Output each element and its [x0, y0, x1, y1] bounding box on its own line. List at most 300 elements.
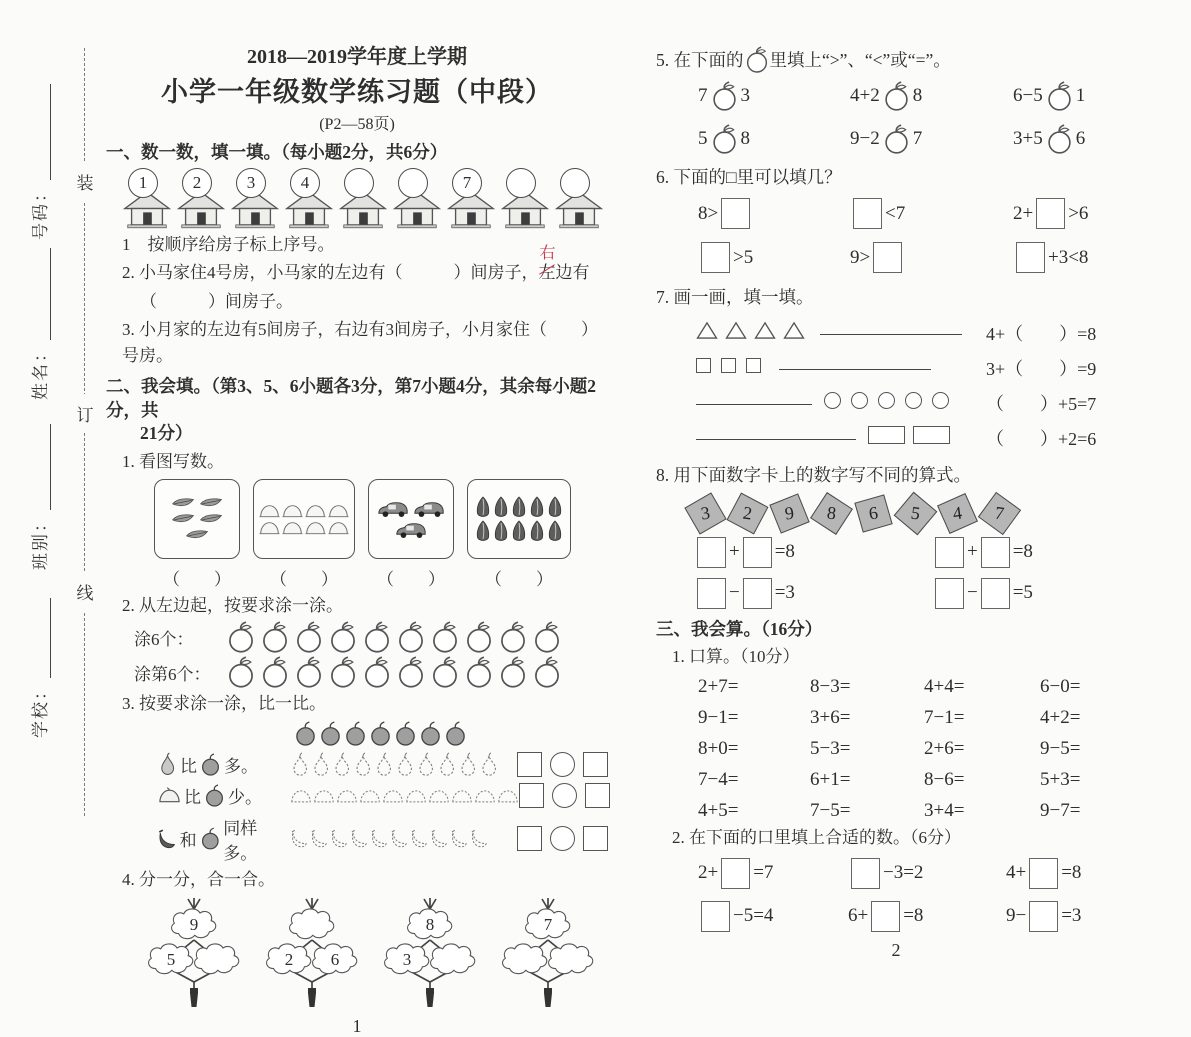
- house-number-circle: [560, 168, 590, 198]
- answer-square: [517, 826, 542, 851]
- pear-dotted-icon: [332, 752, 352, 777]
- triangle-shapes: [696, 321, 812, 345]
- s1-question-2-line2: （ ）间房子。: [140, 291, 293, 311]
- cabbage-icon: [493, 496, 509, 518]
- number-cloud-left: 2: [261, 942, 317, 978]
- binding-char-zhuang: 装: [75, 162, 95, 201]
- compare-label: [158, 783, 290, 808]
- apple-filled-icon: [444, 721, 467, 746]
- apple-filled-icon: [200, 827, 221, 850]
- pear-icon: [158, 752, 177, 776]
- draw-line-blank: [820, 331, 962, 335]
- q5-heading-post: 里填上“>”、“<”或“=”。: [769, 50, 951, 70]
- answer-square: [519, 783, 544, 808]
- oral-calc-cell: 4+2=: [1040, 706, 1081, 728]
- banana-dotted-icon: [430, 829, 449, 848]
- cabbage-icon: [529, 520, 545, 542]
- fill-number-grid: [698, 858, 1136, 932]
- banana-dotted-icon: [450, 829, 469, 848]
- oral-calc-cell: 4+4=: [924, 675, 965, 697]
- oral-calc-cell: 5+3=: [1040, 768, 1081, 790]
- peach-dotted-icon: [497, 787, 519, 804]
- answer-shapes: [519, 783, 610, 808]
- square-icon: [746, 358, 761, 373]
- leaf-icon: [198, 512, 224, 526]
- apple-outline-icon: [430, 656, 460, 688]
- house-number-circle: 2: [182, 168, 212, 198]
- s1-q2-text-end: 边有: [555, 263, 590, 283]
- answer-box: [701, 901, 730, 932]
- inequality-item: 2+ >6: [1013, 198, 1136, 229]
- compare-text: 同样多。: [223, 818, 258, 863]
- triangle-icon: [696, 321, 718, 340]
- number-card: 6: [854, 494, 892, 532]
- equation: （ ）+5=7: [986, 393, 1097, 414]
- compare-text: 少。: [228, 787, 262, 807]
- square-icon: [696, 358, 711, 373]
- oral-calc-cell: 9−1=: [698, 706, 739, 728]
- house: [120, 168, 174, 229]
- oral-calc-cell: 8−3=: [810, 675, 851, 697]
- oral-calc-cell: 8−6=: [924, 768, 965, 790]
- class-field: [26, 424, 51, 570]
- inequality-item: 9>: [850, 242, 1013, 273]
- oral-calc-cell: 7−5=: [810, 799, 851, 821]
- peach-icon: [305, 520, 326, 535]
- compare-label: [158, 814, 290, 864]
- apple-outline-icon: [498, 621, 528, 653]
- picture-column-cars: [368, 479, 454, 590]
- number-cloud-top: 9: [166, 907, 222, 943]
- draw-line-blank: [779, 366, 931, 370]
- answer-square: [585, 783, 610, 808]
- banana-dotted-icon: [350, 829, 369, 848]
- s2-q3-label: 3. 按要求涂一涂，比一比。: [122, 694, 326, 713]
- number-card: 7: [978, 492, 1021, 535]
- number-cloud-top: [284, 907, 340, 943]
- circle-icon: [905, 392, 922, 409]
- apple-outline-icon: [464, 621, 494, 653]
- circle-icon: [878, 392, 895, 409]
- inequality-item: 8>: [698, 198, 850, 229]
- apple-outline-icon: [226, 656, 256, 688]
- apple-outline-icon: [744, 46, 770, 73]
- apple-outline-icon: [260, 656, 290, 688]
- answer-circle: [550, 752, 575, 777]
- oral-calc-cell: 8+0=: [698, 737, 739, 759]
- paint-row-1: [134, 621, 608, 653]
- rectangle-icon: [913, 426, 950, 444]
- fill-equation: 6+ =8: [848, 901, 1006, 932]
- number-card: 9: [769, 493, 809, 533]
- apple-outline-icon: [362, 656, 392, 688]
- s2-q1-label: 1. 看图写数。: [122, 452, 224, 471]
- number-card: 3: [684, 492, 726, 534]
- oral-calc-cell: 5−3=: [810, 737, 851, 759]
- circle-icon: [932, 392, 949, 409]
- q8-heading: 8. 用下面数字卡上的数字写不同的算式。: [656, 464, 971, 485]
- answer-circle: [552, 783, 577, 808]
- banana-dotted-icon: [290, 829, 309, 848]
- house-number-circle: [344, 168, 374, 198]
- apple-outline-icon: [1045, 124, 1074, 154]
- answer-box: [873, 242, 902, 273]
- house-number-circle: [506, 168, 536, 198]
- banana-outline-row: [290, 829, 489, 848]
- q7-row-circles: [696, 390, 1136, 416]
- s1-question-1: 1 按顺序给房子标上序号。: [122, 234, 335, 254]
- q6-heading: 6. 下面的□里可以填几？: [656, 167, 842, 187]
- answer-shapes: [517, 752, 608, 777]
- pear-dotted-icon: [290, 752, 310, 777]
- rectangle-icon: [868, 426, 905, 444]
- house: [228, 168, 282, 229]
- class-blank: [33, 424, 51, 510]
- q8-equations: [694, 537, 1136, 609]
- number-cloud-right: 6: [307, 942, 363, 978]
- apple-outline-icon: [464, 656, 494, 688]
- apple-outline-icon: [328, 621, 358, 653]
- answer-box: [871, 901, 900, 932]
- apple-filled-icon: [204, 784, 225, 807]
- section-2-heading-line2: 21分）: [140, 423, 193, 444]
- apple-filled-icon: [319, 721, 342, 746]
- pear-dotted-icon: [395, 752, 415, 777]
- cabbage-icon: [475, 520, 491, 542]
- answer-circle: [550, 826, 575, 851]
- compare-item: 9−2 7: [850, 124, 1013, 154]
- fill-equation: 9− =3: [1006, 901, 1136, 932]
- peach-icon: [259, 503, 280, 518]
- q7-heading: 7. 画一画，填一填。: [656, 287, 814, 308]
- apple-outline-icon: [882, 81, 911, 111]
- compare-row-banana: [158, 814, 608, 864]
- student-number-blank: [33, 84, 51, 180]
- number-cloud-right: [425, 942, 481, 978]
- inequality-item: +3<8: [1013, 242, 1136, 273]
- apple-outline-icon: [362, 621, 392, 653]
- q5-heading-pre: 5. 在下面的: [656, 50, 744, 70]
- compare-text: 多。: [224, 756, 258, 776]
- fill-equation: 2+ =7: [698, 858, 848, 889]
- fill-equation: −5=4: [698, 901, 848, 932]
- house: [282, 168, 336, 229]
- compare-label: [158, 752, 290, 777]
- answer-box: [697, 537, 726, 568]
- pear-dotted-icon: [479, 752, 499, 777]
- q6-grid: [698, 198, 1136, 273]
- house-number-circle: [398, 168, 428, 198]
- compare-row-pear: [158, 752, 608, 777]
- houses-row: [120, 168, 608, 229]
- answer-box: [853, 198, 882, 229]
- house-number-circle: 3: [236, 168, 266, 198]
- s2-q4-label: 4. 分一分，合一合。: [122, 869, 275, 889]
- pear-dotted-icon: [311, 752, 331, 777]
- leaf-icon: [198, 496, 224, 510]
- answer-box: [1029, 858, 1058, 889]
- answer-box: [721, 858, 750, 889]
- compare-item: 5 8: [698, 124, 850, 154]
- apple-outline-icon: [532, 621, 562, 653]
- draw-line-blank: [696, 401, 812, 405]
- cabbages-box: [467, 479, 571, 559]
- q5-heading: [656, 46, 1136, 73]
- answer-box: [697, 578, 726, 609]
- peach-dotted-icon: [336, 787, 358, 804]
- page-1: [106, 40, 608, 1037]
- s3-q2-label: 2. 在下面的口里填上合适的数。（6分）: [672, 827, 961, 847]
- binding-char-xian: 线: [75, 572, 95, 611]
- s1-q2-text: 2. 小马家住4号房，小马家的左边有（ ）间房子，: [122, 263, 539, 283]
- page-number: 2: [891, 940, 901, 961]
- rectangle-shapes: [868, 426, 958, 449]
- banana-dotted-icon: [410, 829, 429, 848]
- apple-filled-icon: [344, 721, 367, 746]
- apple-outline-icon: [710, 124, 739, 154]
- oral-calc-cell: 6+1=: [810, 768, 851, 790]
- circle-icon: [824, 392, 841, 409]
- inequality-item: >5: [698, 242, 850, 273]
- answer-parens: （ ）: [485, 569, 553, 589]
- number-card: 8: [810, 492, 853, 535]
- apple-filled-icon: [394, 721, 417, 746]
- square-icon: [721, 358, 736, 373]
- picture-column-leaves: [154, 479, 240, 590]
- number-cloud-top: 7: [520, 907, 576, 943]
- answer-square: [583, 752, 608, 777]
- peach-dotted-icon: [359, 787, 381, 804]
- inequality-item: <7: [850, 198, 1013, 229]
- apple-filled-icon: [419, 721, 442, 746]
- square-shapes: [696, 358, 771, 378]
- compare-item: 3+5 6: [1013, 124, 1136, 154]
- oral-calc-grid: [698, 676, 1136, 822]
- pear-dotted-icon: [437, 752, 457, 777]
- cabbage-icon: [511, 496, 527, 518]
- answer-box: [935, 578, 964, 609]
- equation: （ ）+2=6: [986, 428, 1097, 449]
- answer-box: [701, 242, 730, 273]
- school-label: 学校：: [31, 681, 50, 738]
- answer-shapes: [517, 826, 608, 851]
- peach-dotted-icon: [451, 787, 473, 804]
- leaf-icon: [170, 512, 196, 526]
- peach-icon: [259, 520, 280, 535]
- number-card: 4: [937, 493, 978, 534]
- answer-square: [517, 752, 542, 777]
- answer-box: [935, 537, 964, 568]
- triangle-icon: [754, 321, 776, 340]
- school-field: [26, 598, 51, 738]
- binding-char-ding: 订: [75, 394, 95, 433]
- apple-outline-icon: [294, 621, 324, 653]
- answer-box: [1036, 198, 1065, 229]
- apple-filled-icon: [369, 721, 392, 746]
- peach-dotted-icon: [405, 787, 427, 804]
- compare-text: 比: [184, 787, 201, 807]
- pear-dotted-icon: [374, 752, 394, 777]
- apple-filled-icon: [294, 721, 317, 746]
- number-bond: [146, 896, 242, 1008]
- apple-outline-icon: [710, 81, 739, 111]
- banana-icon: [158, 829, 177, 849]
- red-correction-char: 右: [539, 243, 556, 263]
- student-number-label: 号码：: [31, 183, 50, 240]
- number-cloud-right: [189, 942, 245, 978]
- oral-calc-cell: 2+6=: [924, 737, 965, 759]
- answer-box: [743, 537, 772, 568]
- equation: 3+（ ）=9: [986, 358, 1097, 379]
- apple-row: [226, 656, 562, 688]
- triangle-icon: [783, 321, 805, 340]
- banana-dotted-icon: [390, 829, 409, 848]
- q5-grid: [698, 81, 1136, 154]
- banana-dotted-icon: [470, 829, 489, 848]
- corrected-char: 左: [539, 260, 556, 286]
- answer-box: [1029, 901, 1058, 932]
- circle-shapes: [824, 392, 959, 414]
- s3-q1-label: 1. 口算。（10分）: [672, 647, 800, 667]
- apple-filled-icon: [200, 753, 221, 776]
- section-2-heading-line1: 二、我会填。（第3、5、6小题各3分，第7小题4分，其余每小题2分，共: [106, 376, 596, 420]
- house: [174, 168, 228, 229]
- peach-outline-row: [290, 787, 519, 804]
- house-number-circle: 4: [290, 168, 320, 198]
- number-bond: [382, 896, 478, 1008]
- number-cloud-left: 3: [379, 942, 435, 978]
- page-range: (P2—58页): [319, 116, 395, 133]
- oral-calc-cell: 2+7=: [698, 675, 739, 697]
- oral-calc-cell: 9−7=: [1040, 799, 1081, 821]
- pear-dotted-icon: [416, 752, 436, 777]
- number-bond-row: [146, 896, 608, 1008]
- number-card: 5: [894, 491, 938, 535]
- apple-outline-icon: [430, 621, 460, 653]
- section-3-heading: 三、我会算。（16分）: [656, 618, 823, 639]
- q7-row-squares: [696, 355, 1136, 381]
- count-picture-row: [154, 479, 608, 590]
- oral-calc-cell: 7−1=: [924, 706, 965, 728]
- peaches-box: [253, 479, 355, 559]
- house: [498, 168, 552, 229]
- oral-calc-cell: 3+4=: [924, 799, 965, 821]
- apple-outline-icon: [396, 656, 426, 688]
- banana-dotted-icon: [330, 829, 349, 848]
- compare-row-peach: [158, 783, 608, 808]
- house-number-circle: 7: [452, 168, 482, 198]
- card-equation: − =3: [694, 578, 932, 609]
- card-equation: + =8: [932, 537, 1136, 568]
- term-line: 2018—2019学年度上学期: [247, 46, 467, 68]
- apple-outline-icon: [498, 656, 528, 688]
- leaves-box: [154, 479, 240, 559]
- oral-calc-cell: 4+5=: [698, 799, 739, 821]
- banana-dotted-icon: [310, 829, 329, 848]
- paint-prompt: 涂6个：: [134, 629, 194, 649]
- house: [552, 168, 606, 229]
- peach-dotted-icon: [290, 787, 312, 804]
- answer-box: [743, 578, 772, 609]
- cabbage-icon: [511, 520, 527, 542]
- number-cloud-right: [543, 942, 599, 978]
- compare-item: 7 3: [698, 81, 850, 111]
- fill-equation: 4+ =8: [1006, 858, 1136, 889]
- house: [336, 168, 390, 229]
- oral-calc-cell: 9−5=: [1040, 737, 1081, 759]
- s1-question-3: 3. 小月家的左边有5间房子，右边有3间房子，小月家住（ ）号房。: [122, 320, 598, 365]
- oral-calc-cell: 7−4=: [698, 768, 739, 790]
- number-bond: [264, 896, 360, 1008]
- number-cloud-top: 8: [402, 907, 458, 943]
- card-equation: − =5: [932, 578, 1136, 609]
- answer-box: [851, 858, 880, 889]
- s2-q2-label: 2. 从左边起，按要求涂一涂。: [122, 595, 343, 615]
- cabbage-icon: [547, 496, 563, 518]
- section-1-heading: 一、数一数，填一填。（每小题2分，共6分）: [106, 142, 448, 162]
- page-number: 1: [352, 1016, 362, 1036]
- leaf-icon: [184, 528, 210, 542]
- pear-dotted-icon: [458, 752, 478, 777]
- oral-calc-cell: 6−0=: [1040, 675, 1081, 697]
- peach-dotted-icon: [428, 787, 450, 804]
- apple-outline-icon: [882, 124, 911, 154]
- apple-outline-icon: [226, 621, 256, 653]
- circle-icon: [851, 392, 868, 409]
- number-bond: [500, 896, 596, 1008]
- answer-box: [721, 198, 750, 229]
- q7-row-triangles: [696, 320, 1136, 346]
- answer-box: [981, 537, 1010, 568]
- apple-row: [226, 621, 562, 653]
- peach-icon: [282, 520, 303, 535]
- car-icon: [376, 499, 410, 518]
- fill-equation: −3=2: [848, 858, 1006, 889]
- car-icon: [412, 499, 446, 518]
- pear-dotted-icon: [353, 752, 373, 777]
- peach-dotted-icon: [313, 787, 335, 804]
- q7-row-rectangles: [696, 425, 1136, 451]
- leaf-icon: [170, 496, 196, 510]
- student-number-field: [26, 84, 51, 240]
- car-icon: [394, 520, 428, 539]
- card-equation: + =8: [694, 537, 932, 568]
- apple-outline-icon: [260, 621, 290, 653]
- compare-text: 比: [180, 756, 197, 776]
- cabbage-icon: [547, 520, 563, 542]
- paint-prompt: 涂第6个：: [134, 664, 211, 684]
- school-blank: [33, 598, 51, 678]
- red-correction: [538, 243, 556, 286]
- apple-outline-icon: [532, 656, 562, 688]
- peach-icon: [158, 786, 181, 804]
- oral-calc-cell: 3+6=: [810, 706, 851, 728]
- answer-parens: （ ）: [270, 569, 338, 589]
- pear-outline-row: [290, 752, 499, 777]
- name-label: 姓名：: [31, 343, 50, 400]
- equation: 4+（ ）=8: [986, 323, 1097, 344]
- answer-box: [981, 578, 1010, 609]
- triangle-icon: [725, 321, 747, 340]
- name-field: [26, 248, 51, 400]
- peach-dotted-icon: [474, 787, 496, 804]
- cars-box: [368, 479, 454, 559]
- house: [444, 168, 498, 229]
- number-card: 2: [727, 492, 769, 534]
- apple-outline-icon: [396, 621, 426, 653]
- cabbage-icon: [493, 520, 509, 542]
- house-number-circle: 1: [128, 168, 158, 198]
